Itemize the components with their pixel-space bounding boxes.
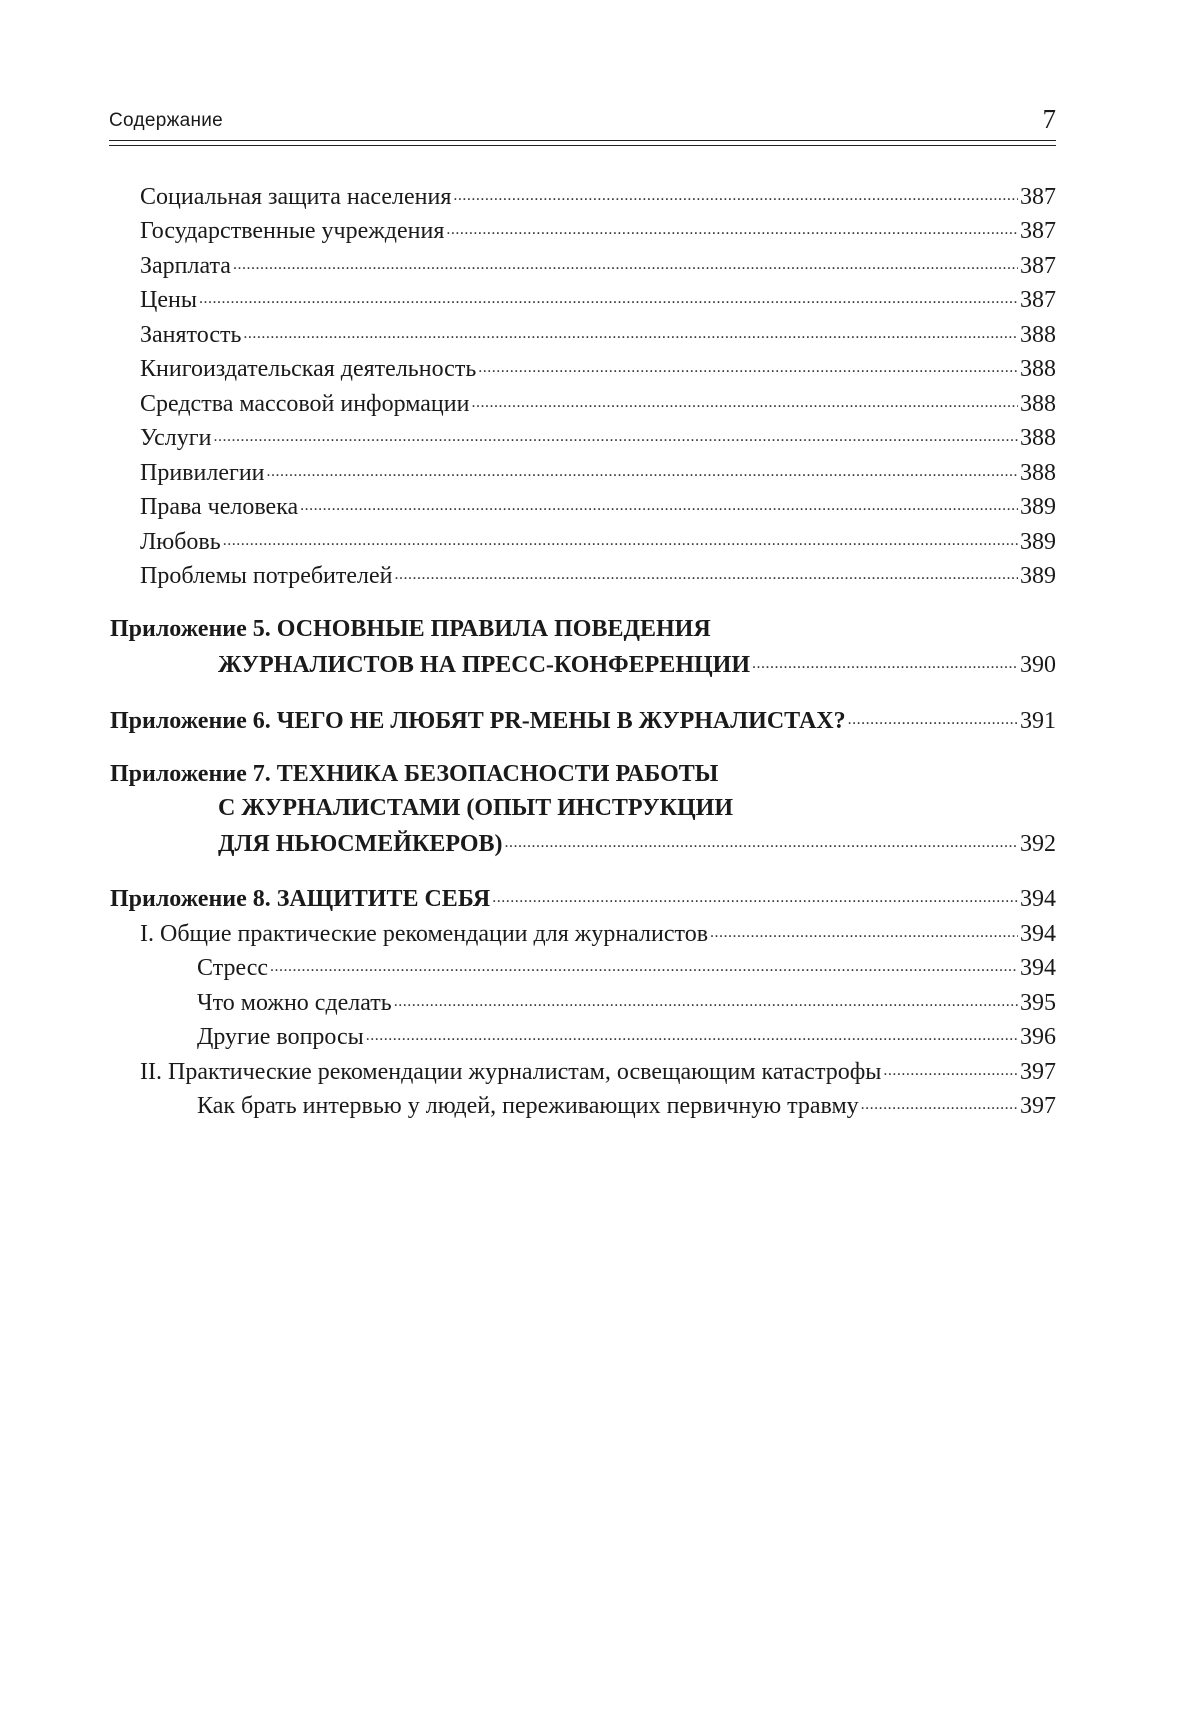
toc-entry-label: Привилегии <box>140 460 265 486</box>
toc-entry-page: 397 <box>1020 1059 1056 1085</box>
appendix-7-heading: Приложение 7. ТЕХНИКА БЕЗОПАСНОСТИ РАБОТЫ <box>110 761 719 787</box>
toc-entry-appendix-5[interactable] <box>218 648 1056 680</box>
dot-leader <box>883 1055 1018 1079</box>
dot-leader <box>223 525 1018 549</box>
toc-entry-label: Другие вопросы <box>197 1024 364 1050</box>
dot-leader <box>492 882 1018 906</box>
toc-entry-label: Занятость <box>140 322 242 348</box>
toc-entry-label: Проблемы потребителей <box>140 563 393 589</box>
toc-entry[interactable] <box>140 249 1056 281</box>
toc-entry-page: 394 <box>1020 886 1056 912</box>
dot-leader <box>366 1020 1018 1044</box>
toc-entry-label: Стресс <box>197 955 269 981</box>
toc-entry[interactable] <box>140 917 1056 949</box>
toc-entry-page: 388 <box>1020 425 1056 451</box>
toc-entry-page: 392 <box>1020 831 1056 857</box>
toc-entry-label: Приложение 8. ЗАЩИТИТЕ СЕБЯ <box>110 886 491 912</box>
toc-entry-page: 387 <box>1020 184 1056 210</box>
toc-entry[interactable] <box>140 525 1056 557</box>
toc-entry-appendix-7[interactable] <box>218 827 1056 859</box>
dot-leader <box>300 490 1018 514</box>
toc-entry[interactable] <box>140 318 1056 350</box>
appendix-5-heading: Приложение 5. ОСНОВНЫЕ ПРАВИЛА ПОВЕДЕНИЯ <box>110 616 711 642</box>
toc-entry-page: 387 <box>1020 287 1056 313</box>
dot-leader <box>446 214 1018 238</box>
dot-leader <box>395 559 1018 583</box>
toc-entry-page: 397 <box>1020 1093 1056 1119</box>
toc-entry-page: 394 <box>1020 955 1056 981</box>
toc-entry-label: I. Общие практические рекомендации для журналистов <box>140 921 709 947</box>
toc-entry-page: 395 <box>1020 990 1056 1016</box>
toc-entry[interactable] <box>140 1055 1056 1087</box>
toc-entry[interactable] <box>140 283 1056 315</box>
toc-entry-page: 390 <box>1020 652 1056 678</box>
toc-entry-page: 387 <box>1020 253 1056 279</box>
toc-entry[interactable] <box>140 559 1056 591</box>
toc-entry[interactable] <box>140 490 1056 522</box>
toc-entry-label: Зарплата <box>140 253 231 279</box>
toc-entry-page: 391 <box>1020 708 1056 734</box>
toc-entry-page: 389 <box>1020 563 1056 589</box>
dot-leader <box>505 827 1018 851</box>
appendix-7-heading-line2: С ЖУРНАЛИСТАМИ (ОПЫТ ИНСТРУКЦИИ <box>218 795 734 821</box>
dot-leader <box>267 456 1018 480</box>
toc-entry-page: 389 <box>1020 529 1056 555</box>
running-header <box>109 104 1056 140</box>
dot-leader <box>394 986 1018 1010</box>
toc-entry[interactable] <box>140 387 1056 419</box>
page-number: 7 <box>1042 104 1056 134</box>
toc-entry-page: 388 <box>1020 322 1056 348</box>
toc-entry-page: 396 <box>1020 1024 1056 1050</box>
dot-leader <box>752 648 1018 672</box>
toc-entry-label: Социальная защита населения <box>140 184 452 210</box>
toc-entry[interactable] <box>197 1020 1056 1052</box>
dot-leader <box>213 421 1018 445</box>
toc-entry-label: Любовь <box>140 529 221 555</box>
toc-entry[interactable] <box>140 180 1056 212</box>
header-rule-thick <box>109 140 1056 141</box>
dot-leader <box>243 318 1018 342</box>
toc-entry[interactable] <box>140 352 1056 384</box>
toc-entry-label: Книгоиздательская деятельность <box>140 356 477 382</box>
toc-entry-label: Приложение 6. ЧЕГО НЕ ЛЮБЯТ PR-МЕНЫ В ЖУРНАЛИСТАХ? <box>110 708 846 734</box>
toc-entry[interactable] <box>197 951 1056 983</box>
toc-entry-appendix-6[interactable] <box>110 704 1056 736</box>
toc-entry[interactable] <box>140 214 1056 246</box>
toc-entry[interactable] <box>140 421 1056 453</box>
toc-entry-label: ДЛЯ НЬЮСМЕЙКЕРОВ) <box>218 831 503 857</box>
dot-leader <box>861 1089 1018 1113</box>
dot-leader <box>848 704 1018 728</box>
toc-entry[interactable] <box>140 456 1056 488</box>
toc-entry-label: Что можно сделать <box>197 990 392 1016</box>
dot-leader <box>270 951 1018 975</box>
toc-entry-label: Права человека <box>140 494 299 520</box>
toc-entry-page: 387 <box>1020 218 1056 244</box>
dot-leader <box>453 180 1018 204</box>
dot-leader <box>710 917 1018 941</box>
toc-entry-label: Услуги <box>140 425 212 451</box>
toc-entry-label: ЖУРНАЛИСТОВ НА ПРЕСС-КОНФЕРЕНЦИИ <box>218 652 751 678</box>
toc-entry-label: II. Практические рекомендации журналистам, освещающим катастрофы <box>140 1059 882 1085</box>
toc-entry[interactable] <box>197 1089 1056 1121</box>
toc-entry-label: Средства массовой информации <box>140 391 470 417</box>
toc-entry-label: Цены <box>140 287 197 313</box>
toc-entry-page: 388 <box>1020 356 1056 382</box>
toc-entry-page: 389 <box>1020 494 1056 520</box>
toc-entry-label: Как брать интервью у людей, переживающих первичную травму <box>197 1093 859 1119</box>
toc-entry[interactable] <box>197 986 1056 1018</box>
toc-entry-page: 394 <box>1020 921 1056 947</box>
header-rule-thin <box>109 145 1056 146</box>
running-header-title: Содержание <box>109 110 224 131</box>
toc-entry-label: Государственные учреждения <box>140 218 445 244</box>
toc-entry-page: 388 <box>1020 391 1056 417</box>
toc-entry-appendix-8[interactable] <box>110 882 1056 914</box>
dot-leader <box>478 352 1018 376</box>
dot-leader <box>471 387 1018 411</box>
dot-leader <box>199 283 1018 307</box>
toc-entry-page: 388 <box>1020 460 1056 486</box>
dot-leader <box>233 249 1018 273</box>
